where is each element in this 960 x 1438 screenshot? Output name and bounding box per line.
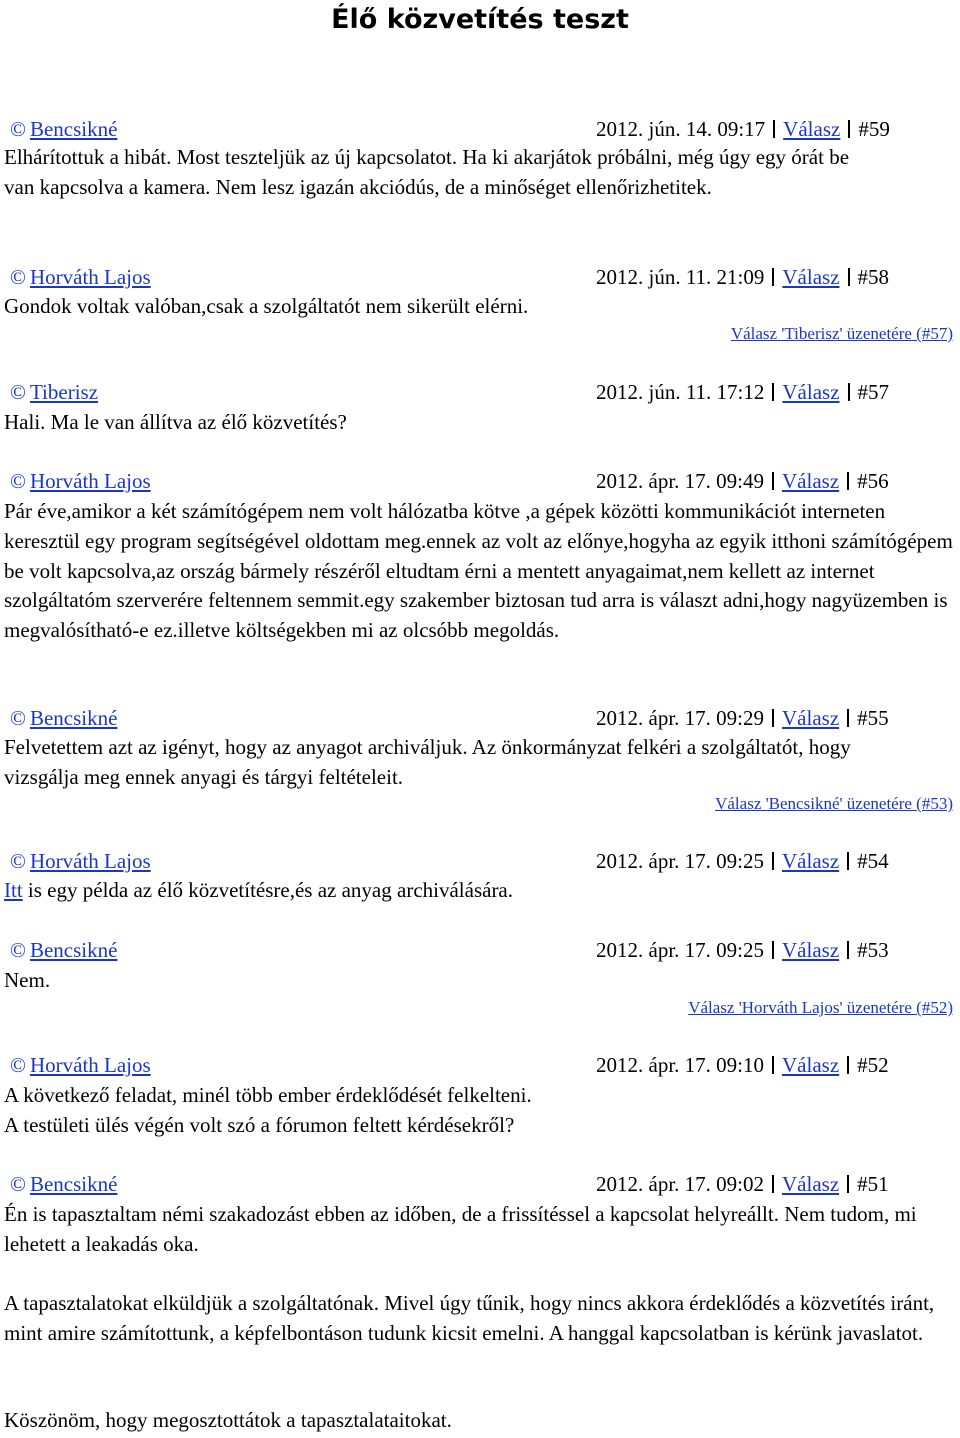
parent-reply-link[interactable]: Válasz 'Tiberisz' üzenetére (#57): [730, 324, 953, 343]
post-date: 2012. jún. 11. 17:12: [596, 380, 765, 404]
post-meta: [596, 848, 889, 874]
copyright-icon: ©: [10, 1053, 26, 1077]
separator: [847, 709, 849, 727]
post-text: A tapasztalatokat elküldjük a szolgáltatónak. Mivel úgy tűnik, hogy nincs akkora érdeklődés a közvetítés iránt, mint amire számítottunk, a képfelbontáson tudunk kicsit emelni. A hanggal kapcsolatban is kérünk javaslatot.: [4, 1291, 935, 1345]
post-header: [0, 1052, 960, 1078]
post-number: #52: [857, 1053, 889, 1077]
separator: [772, 383, 774, 401]
reply-link[interactable]: Válasz: [782, 469, 840, 493]
separator: [847, 472, 849, 490]
post-number: #59: [858, 117, 890, 141]
post-number: #55: [857, 706, 889, 730]
post-text: Gondok voltak valóban,csak a szolgáltatót nem sikerült elérni.: [4, 294, 529, 318]
post-meta: [596, 1052, 889, 1078]
separator: [772, 941, 774, 959]
post-body: [4, 497, 954, 646]
post-date: 2012. ápr. 17. 09:02: [596, 1172, 764, 1196]
post-meta: [596, 264, 889, 290]
page-title: Élő közvetítés teszt: [331, 4, 629, 35]
separator: [848, 383, 850, 401]
copyright-icon: ©: [10, 938, 26, 962]
author-link[interactable]: © Tiberisz: [10, 380, 99, 404]
separator: [848, 120, 850, 138]
post-date: 2012. ápr. 17. 09:25: [596, 849, 764, 873]
post-number: #51: [857, 1172, 889, 1196]
post-meta: [596, 379, 889, 405]
post-body: [4, 733, 884, 793]
post-header: [0, 264, 960, 290]
post-date: 2012. ápr. 17. 09:49: [596, 469, 764, 493]
reply-link[interactable]: Válasz: [782, 938, 840, 962]
parent-reply-link[interactable]: Válasz 'Horváth Lajos' üzenetére (#52): [688, 998, 953, 1017]
post-text: Felvetettem azt az igényt, hogy az anyagot archiváljuk. Az önkormányzat felkéri a szolgáltatót, hogy vizsgálja meg ennek anyagi és tárgyi feltételeit.: [4, 735, 851, 789]
author-link[interactable]: © Bencsikné: [10, 938, 118, 962]
separator: [772, 1175, 774, 1193]
post-body: [4, 1289, 954, 1349]
post-body: [4, 143, 854, 203]
post-header: [0, 848, 960, 874]
copyright-icon: ©: [10, 469, 26, 493]
post-meta: [596, 937, 889, 963]
separator: [772, 1056, 774, 1074]
post-text: Pár éve,amikor a két számítógépem nem volt hálózatba kötve ,a gépek közötti kommunikációt interneten keresztül egy program segítségével oldottam meg.ennek az volt az előnye,hogyha az egyik itthoni számítógépem be volt kapcsolva,az ország bármely részéről eltudtam érni a mentett anyagaimat,nem kellett az internet szolgáltatóm szerverére feltennem semmit.egy szakember biztosan tud arra is választ adni,hogy nagyüzemben is megvalósítható-e ez.illetve költségekben mi az olcsóbb megoldás.: [4, 499, 953, 643]
post-meta: [596, 1171, 889, 1197]
post-meta: [596, 705, 889, 731]
separator: [847, 941, 849, 959]
reply-link[interactable]: Válasz: [782, 380, 840, 404]
separator: [847, 1056, 849, 1074]
post-header: [0, 468, 960, 494]
post-text: Én is tapasztaltam némi szakadozást ebben az időben, de a frissítéssel a kapcsolat helyreállt. Nem tudom, mi lehetett a leakadás oka.: [4, 1202, 917, 1256]
copyright-icon: ©: [10, 117, 26, 141]
author-link[interactable]: © Horváth Lajos: [10, 849, 151, 873]
reply-link[interactable]: Válasz: [782, 849, 840, 873]
post-date: 2012. jún. 14. 09:17: [596, 117, 766, 141]
post-text: Hali. Ma le van állítva az élő közvetítés?: [4, 410, 347, 434]
post-body: [4, 1200, 954, 1260]
separator: [772, 472, 774, 490]
post-number: #54: [857, 849, 889, 873]
separator: [772, 709, 774, 727]
parent-reply-link[interactable]: Válasz 'Bencsikné' üzenetére (#53): [715, 794, 953, 813]
post-number: #58: [857, 265, 890, 289]
post-text: [4, 876, 954, 906]
separator: [772, 268, 774, 286]
post-number: #56: [857, 469, 889, 493]
post-text: Elhárítottuk a hibát. Most teszteljük az új kapcsolatot. Ha ki akarjátok próbálni, még úgy egy órát be van kapcsolva a kamera. Nem lesz igazán akciódús, de a minőséget ellenőrizhetitek.: [4, 145, 850, 199]
post-body: [4, 966, 954, 996]
post-body: [4, 408, 954, 438]
copyright-icon: ©: [10, 380, 26, 404]
post-date: 2012. jún. 11. 21:09: [596, 265, 765, 289]
post-number: #57: [857, 380, 890, 404]
post-text: Köszönöm, hogy megosztottátok a tapasztalataitokat.: [4, 1408, 452, 1432]
author-link[interactable]: © Bencsikné: [10, 706, 118, 730]
post-meta: [596, 468, 889, 494]
author-link[interactable]: © Horváth Lajos: [10, 469, 151, 493]
post-date: 2012. ápr. 17. 09:25: [596, 938, 764, 962]
post-header: [0, 379, 960, 405]
post-text: Nem.: [4, 968, 51, 992]
post-body: [4, 876, 954, 906]
author-link[interactable]: © Horváth Lajos: [10, 1053, 151, 1077]
post-body: [4, 292, 954, 322]
post-body: [4, 1081, 954, 1141]
post-header: [0, 705, 960, 731]
post-header: [0, 1171, 960, 1197]
copyright-icon: ©: [10, 265, 26, 289]
reply-link[interactable]: Válasz: [783, 117, 841, 141]
separator: [847, 1175, 849, 1193]
copyright-icon: ©: [10, 706, 26, 730]
post-number: #53: [857, 938, 889, 962]
post-text: A következő feladat, minél több ember érdeklődését felkelteni.: [4, 1083, 532, 1107]
author-link[interactable]: © Bencsikné: [10, 1172, 118, 1196]
author-link[interactable]: © Bencsikné: [10, 117, 118, 141]
reply-link[interactable]: Válasz: [782, 1053, 840, 1077]
post-text: A testületi ülés végén volt szó a fórumon feltett kérdésekről?: [4, 1112, 515, 1137]
reply-link[interactable]: Válasz: [782, 1172, 840, 1196]
post-text-rest: is egy példa az élő közvetítésre,és az anyag archiválására.: [22, 878, 514, 902]
post-body: [4, 1406, 954, 1436]
separator: [848, 268, 850, 286]
separator: [773, 120, 775, 138]
separator: [847, 852, 849, 870]
reply-link[interactable]: Válasz: [782, 706, 840, 730]
separator: [772, 852, 774, 870]
author-link[interactable]: © Horváth Lajos: [10, 265, 151, 289]
copyright-icon: ©: [10, 1172, 26, 1196]
post-header: [0, 937, 960, 963]
post-meta: [596, 116, 890, 142]
itt-link[interactable]: Itt: [4, 878, 23, 902]
post-header: [0, 116, 960, 142]
copyright-icon: ©: [10, 849, 26, 873]
post-date: 2012. ápr. 17. 09:29: [596, 706, 764, 730]
reply-link[interactable]: Válasz: [782, 265, 840, 289]
post-date: 2012. ápr. 17. 09:10: [596, 1053, 764, 1077]
